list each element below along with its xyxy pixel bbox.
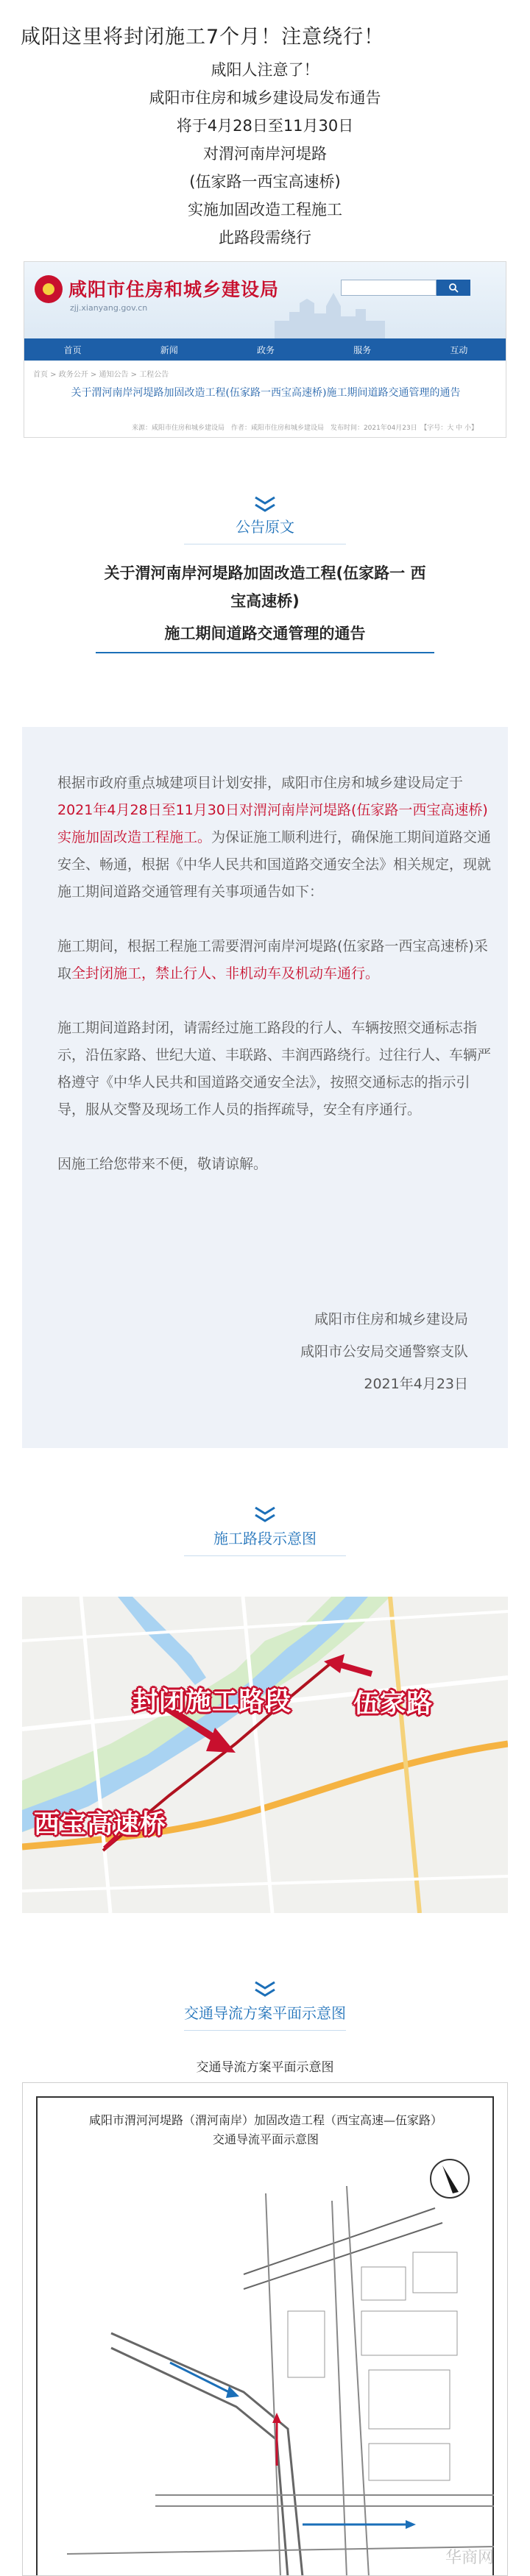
notice-title-line2: 施工期间道路交通管理的通告	[164, 625, 366, 642]
route-map	[22, 1597, 508, 1913]
body-text: 根据市政府重点城建项目计划安排，咸阳市住房和城乡建设局定于	[57, 775, 464, 791]
plan-caption: 交通导流方案平面示意图	[196, 2060, 334, 2075]
intro-line: 咸阳市住房和城乡建设局发布通告	[149, 89, 381, 107]
notice-body	[57, 770, 492, 1178]
site-title: 咸阳市住房和城乡建设局	[68, 279, 280, 300]
notice-body-card	[22, 727, 508, 1448]
signature-date: 2021年4月23日	[364, 1376, 468, 1392]
map-label-closed-section: 封闭施工路段	[132, 1687, 292, 1717]
site-article-title: 关于渭河南岸河堤路加固改造工程(伍家路一西宝高速桥)施工期间道路交通管理的通告	[71, 387, 461, 399]
site-banner	[24, 262, 506, 338]
body-text: 施工期间，根据工程施工需要渭河南岸河堤路(伍家路一西宝高速桥)采取	[57, 938, 488, 982]
chevron-down-icon	[252, 494, 278, 514]
notice-title-line1: 关于渭河南岸河堤路加固改造工程(伍家路一 西	[104, 564, 426, 582]
body-highlight: 全封闭施工，禁止行人、非机动车及机动车通行。	[71, 965, 380, 982]
map-label-wujia-road: 伍家路	[353, 1689, 434, 1719]
chevron-down-icon	[252, 1979, 278, 1998]
watermark: 华商网	[445, 2549, 494, 2567]
intro-line: 对渭河南岸河堤路	[203, 145, 327, 163]
notice-title	[96, 559, 434, 647]
traffic-plan-drawing	[22, 2082, 508, 2576]
intro-line: 此路段需绕行	[219, 229, 311, 246]
section-title-plan: 交通导流方案平面示意图	[0, 2001, 530, 2031]
site-article-meta: 来源：咸阳市住房和城乡建设局 作者：咸阳市住房和城乡建设局 发布时间：2021年04月23日 【字号：大 中 小】	[131, 425, 478, 432]
intro-block	[0, 56, 530, 252]
signature-line: 咸阳市住房和城乡建设局	[314, 1311, 468, 1327]
nav-item-interact[interactable]: 互动	[450, 344, 468, 355]
site-search-input[interactable]	[341, 280, 437, 296]
website-screenshot	[24, 261, 506, 438]
nav-item-service[interactable]: 服务	[353, 344, 372, 355]
intro-line: 实施加固改造工程施工	[188, 201, 342, 219]
body-highlight: 2021年4月28日至11月30日对渭河南岸河堤路(伍家路一西宝高速桥)实施加固改造工程施工。	[57, 802, 488, 845]
section-title-notice: 公告原文	[0, 515, 530, 544]
search-icon	[448, 283, 459, 293]
breadcrumb: 首页 > 政务公开 > 通知公告 > 工程公告	[33, 371, 169, 379]
divider	[96, 652, 434, 653]
nav-item-news[interactable]: 新闻	[160, 344, 178, 355]
intro-line: (伍家路一西宝高速桥)	[189, 173, 341, 191]
site-nav	[24, 338, 506, 361]
plan-title-line2: 交通导流平面示意图	[212, 2132, 319, 2146]
signature-line: 咸阳市公安局交通警察支队	[300, 1344, 468, 1360]
emblem-icon	[35, 275, 63, 303]
body-text: 为保证施工顺利进行，确保施工期间道路交通安全、畅通，根据《中华人民共和国道路交通安全法》相关规定，现就施工期间道路交通管理有关事项通告如下：	[57, 829, 492, 900]
site-url: zjj.xianyang.gov.cn	[70, 303, 148, 313]
map-label-xibao-bridge: 西宝高速桥	[34, 1810, 167, 1839]
nav-item-home[interactable]: 首页	[63, 344, 82, 355]
section-title-map: 施工路段示意图	[0, 1527, 530, 1556]
body-paragraph: 施工期间道路封闭，请需经过施工路段的行人、车辆按照交通标志指示，沿伍家路、世纪大道、丰联路、丰润西路绕行。过往行人、车辆严格遵守《中华人民共和国道路交通安全法》，按照交通标志的指示引导，服从交警及现场工作人员的指挥疏导，安全有序通行。	[57, 1020, 492, 1118]
intro-line: 将于4月28日至11月30日	[176, 117, 354, 135]
map-illustration	[22, 1597, 508, 1913]
body-paragraph	[57, 770, 492, 906]
site-search-button[interactable]	[437, 280, 470, 296]
notice-title-line1b: 宝高速桥)	[230, 592, 300, 610]
chevron-down-icon	[252, 1505, 278, 1524]
article-headline: 咸阳这里将封闭施工7个月！注意绕行！	[21, 26, 385, 49]
nav-item-gov[interactable]: 政务	[256, 344, 275, 355]
intro-line: 咸阳人注意了！	[211, 61, 319, 79]
plan-title-line1: 咸阳市渭河河堤路（渭河南岸）加固改造工程（西宝高速—伍家路）	[88, 2113, 442, 2127]
plan-illustration	[23, 2083, 508, 2576]
body-paragraph: 因施工给您带来不便，敬请谅解。	[57, 1156, 268, 1172]
body-paragraph	[57, 933, 492, 987]
